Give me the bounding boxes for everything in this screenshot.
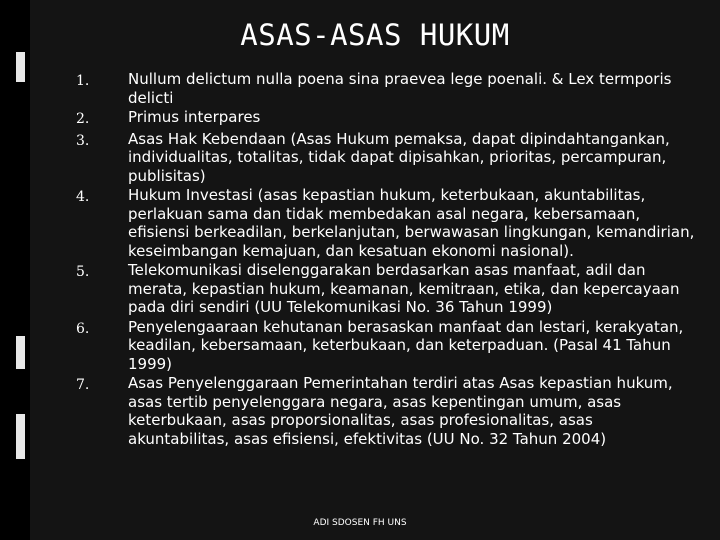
list-item: [76, 186, 696, 260]
list-item: [76, 70, 696, 107]
item-text: Asas Penyelenggaraan Pemerintahan terdiri atas Asas kepastian hukum, asas tertib penyelenggara negara, asas kepentingan umum, asas keterbukaan, asas proporsionalitas, asas profesionalitas, asas akuntabilitas, asas efisiensi, efektivitas (UU No. 32 Tahun 2004): [128, 374, 673, 448]
item-number: 1.: [76, 73, 90, 89]
item-text: Telekomunikasi diselenggarakan berdasarkan asas manfaat, adil dan merata, kepastian hukum, keamanan, kemitraan, etika, dan kepercayaan pada diri sendiri (UU Telekomunikasi No. 36 Tahun 1999): [128, 261, 680, 316]
slide-title: ASAS-ASAS HUKUM: [240, 18, 510, 52]
item-text: Asas Hak Kebendaan (Asas Hukum pemaksa, dapat dipindahtangankan, individualitas, totalitas, tidak dapat dipisahkan, prioritas, percampuran, publisitas): [128, 129, 670, 185]
item-number: 5.: [76, 264, 90, 280]
item-text: Nullum delictum nulla poena sina praevea lege poenali. & Lex termporis delicti: [128, 70, 672, 107]
accent-bar-middle: [16, 336, 25, 369]
item-number: 7.: [76, 377, 90, 393]
left-bar: [0, 0, 30, 540]
principles-list: [76, 70, 696, 449]
slide-footer: ADI SDOSEN FH UNS: [313, 518, 407, 528]
item-number: 3.: [76, 132, 90, 149]
item-number: 2.: [76, 111, 90, 127]
item-text: Penyelengaaraan kehutanan berasaskan manfaat dan lestari, kerakyatan, keadilan, kebersamaan, keterbukaan, dan keterpaduan. (Pasal 41 Tahun 1999): [128, 317, 684, 373]
list-item: [76, 261, 696, 317]
accent-bar-top: [16, 52, 25, 82]
list-item: [76, 374, 696, 448]
item-text: Hukum Investasi (asas kepastian hukum, keterbukaan, akuntabilitas, perlakuan sama dan tidak membedakan asal negara, kebersamaan, efisiensi berkeadilan, berkelanjutan, berwawasan lingkungan, kemandirian, keseimbangan kemajuan, dan kesatuan ekonomi nasional).: [128, 186, 695, 260]
accent-bar-bottom: [16, 414, 25, 459]
item-number: 4.: [76, 189, 90, 205]
item-number: 6.: [76, 320, 90, 337]
item-text: Primus interpares: [128, 108, 261, 126]
list-item: [76, 108, 696, 129]
list-item: [76, 318, 696, 374]
list-item: [76, 130, 696, 186]
